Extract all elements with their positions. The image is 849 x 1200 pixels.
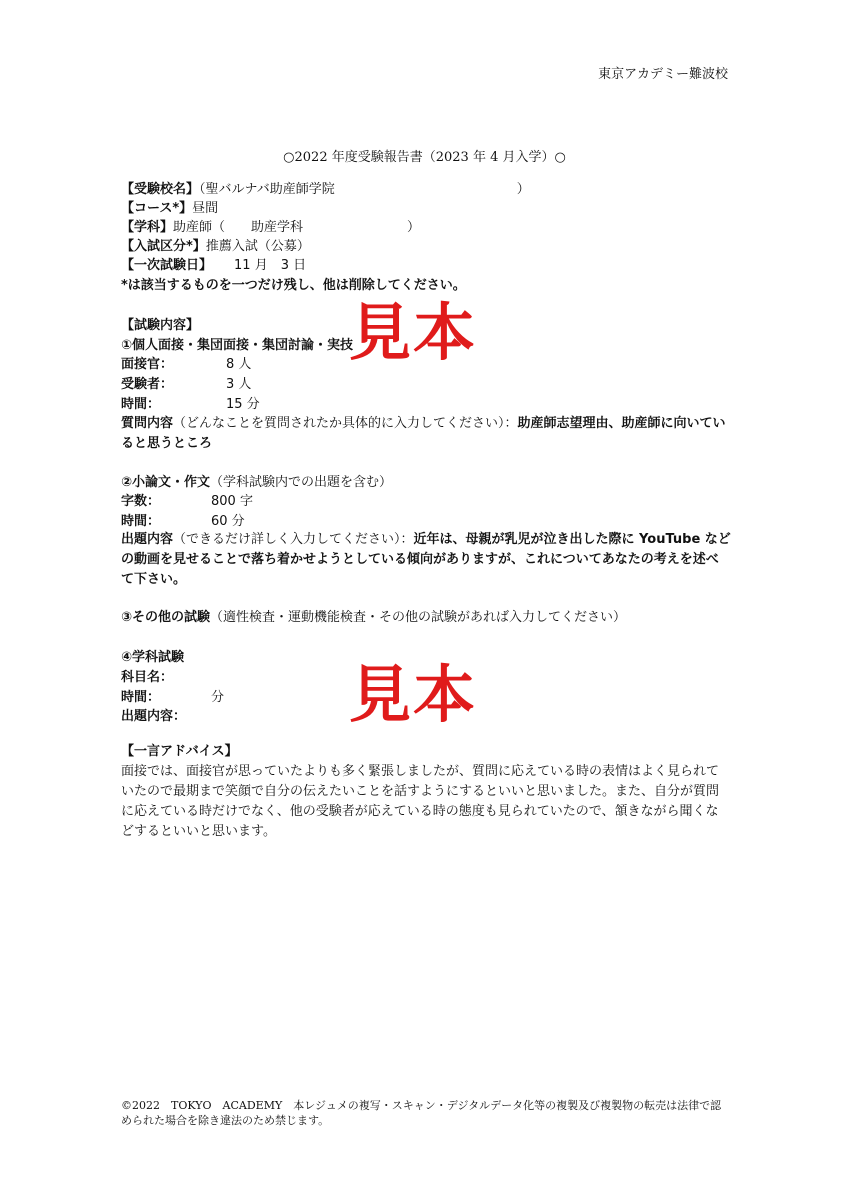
other-exam-title: ③その他の試験 [121,610,211,625]
essay-chars-row [121,492,253,511]
dept-row [121,218,420,237]
school-name: 東京アカデミー難波校 [598,67,728,82]
selection-note: *は該当するものを一つだけ残し、他は削除してください。 [121,278,466,293]
exam-date-value: 11 月 3 日 [234,258,307,273]
school-value: （聖バルナバ助産師学院 ） [199,182,530,197]
interviewers-label: 面接官： [121,357,174,372]
exam-type-value: 推薦入試（公募） [205,239,310,254]
exam-content-heading: 【試験内容】 [121,318,200,333]
dept-label: 【学科】 [121,220,174,235]
advice-text: 面接では、面接官が思っていたよりも多く緊張しましたが、質問に応えている時の表情はよく見られていたので最期まで笑顔で自分の伝えたいことを話すようにするといいと思いました。また、自分が質問に応えている時だけでなく、他の受験者が応えている時の態度も見られていたので、頷きながら聞くなどするといいと思います。 [121,764,720,839]
academic-title: ④学科試験 [121,650,185,665]
essay-time-row [121,512,245,531]
academic-subject-label: 科目名： [121,670,174,685]
interview-time-value: 15 分 [226,397,260,412]
essay-q-label: 出題内容 [121,532,174,547]
exam-type-label: 【入試区分*】 [121,239,206,254]
essay-time-label: 時間： [121,514,161,529]
interview-q-label: 質問内容 [121,416,174,431]
school-row [121,180,530,199]
exam-date-row [121,256,306,275]
academic-time-value: 分 [211,690,225,705]
course-label: 【コース*】 [121,201,193,216]
examinees-row [121,375,251,394]
essay-time-value: 60 分 [211,514,245,529]
interview-title: ①個人面接・集団面接・集団討論・実技 [121,338,354,353]
exam-type-row [121,237,310,256]
academic-question-label: 出題内容： [121,709,187,724]
dept-value: 助産師（ 助産学科 ） [173,220,421,235]
essay-title-row [121,473,392,492]
interview-questions [121,414,731,454]
essay-q-text: 近年は、母親が乳児が泣き出した際に YouTube などの動画を見せることで落ち着かせようとしている傾向がありますが、これについてあなたの考えを述べて下さい。 [121,532,731,587]
other-exam-row [121,608,626,627]
essay-question [121,530,731,590]
examinees-label: 受験者： [121,377,174,392]
essay-title-hint: （学科試験内での出題を含む） [210,475,393,490]
exam-date-label: 【一次試験日】 [121,258,213,273]
course-row [121,199,218,218]
interview-time-label: 時間： [121,397,161,412]
course-value: 昼間 [192,201,219,216]
essay-chars-value: 800 字 [211,494,253,509]
interview-q-text: 助産師志望理由、助産師に向いていると思うところ [121,416,726,451]
academic-time-row [121,688,224,707]
interview-time-row [121,395,260,414]
essay-chars-label: 字数： [121,494,161,509]
sample-stamp-top: 見本 [349,296,478,369]
copyright-footer: ©2022 TOKYO ACADEMY 本レジュメの複写・スキャン・デジタルデータ化等の複製及び複製物の転売は法律で認められた場合を除き違法のため禁じます。 [121,1099,722,1127]
other-exam-hint: （適性検査・運動機能検査・その他の試験があれば入力してください） [210,610,627,625]
examinees-value: 3 人 [226,377,252,392]
academic-time-label: 時間： [121,690,161,705]
sample-stamp-bottom: 見本 [349,658,478,731]
essay-title: ②小論文・作文 [121,475,211,490]
interviewers-row [121,355,251,374]
essay-q-hint: （できるだけ詳しく入力してください）： [173,532,414,547]
interviewers-value: 8 人 [226,357,252,372]
interview-q-hint: （どんなことを質問されたか具体的に入力してください）： [173,416,518,431]
advice-heading: 【一言アドバイス】 [121,744,238,759]
report-title: ○2022 年度受験報告書（2023 年 4 月入学）○ [283,150,566,165]
school-label: 【受験校名】 [121,182,200,197]
